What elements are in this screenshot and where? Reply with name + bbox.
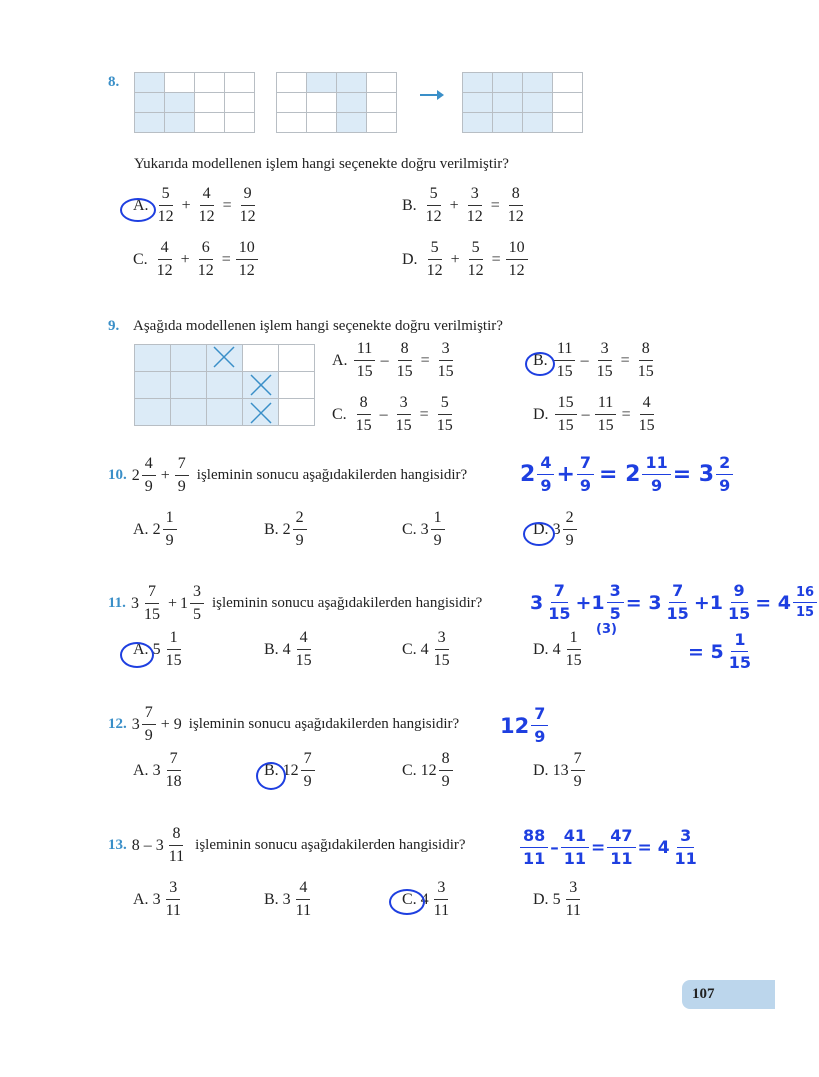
right-arrow-icon [420, 94, 442, 96]
selection-circle [120, 642, 154, 668]
selection-circle [525, 352, 555, 376]
q9-option-d[interactable]: D. $\frac{15}{15}$ – $\frac{11}{15}$ = $\frac{4}{15}$ [533, 394, 655, 434]
selection-circle [256, 762, 286, 790]
q13-option-b[interactable]: B. 3 $\frac{4}{11}$ [264, 879, 312, 919]
q9-option-b[interactable]: B. $\frac{11}{15}$ – $\frac{3}{15}$ = $\frac{8}{15}$ [533, 340, 654, 380]
q12-option-a[interactable]: A. 3 $\frac{7}{18}$ [133, 750, 182, 790]
q10-option-a[interactable]: A. 2 $\frac{1}{9}$ [133, 510, 179, 549]
handwriting-q12: 12 $\frac{7}{9}$ [500, 706, 550, 745]
page-number [682, 980, 775, 1009]
handwriting-q10: 2 $\frac{4}{9}$ + $\frac{7}{9}$ = 2 $\frac{11}{9}$ = 3 $\frac{2}{9}$ [520, 455, 735, 494]
option-label: A. [133, 196, 149, 214]
q11-stem: 11. 3 $\frac{7}{15}$ + 1 $\frac{3}{5}$ işleminin sonucu aşağıdakilerden hangisidir? [108, 583, 483, 623]
fraction: $\frac{9}{12}$ [239, 185, 256, 225]
q9-prompt: Aşağıda modellenen işlem hangi seçenekte doğru verilmiştir? [133, 318, 503, 334]
q8-model-result [462, 72, 583, 133]
handwriting-q11-line1: 3 $\frac{7}{15}$ +1 $\frac{3}{5}$ = 3 $\frac{7}{15}$ +1 $\frac{9}{15}$ = 4 $\frac{16}{15}$ [530, 583, 819, 622]
q11-option-a[interactable]: A. 5 $\frac{1}{15}$ [133, 629, 182, 669]
q10-option-d[interactable]: D. 3 $\frac{2}{9}$ [533, 510, 579, 549]
q13-option-d[interactable]: D. 5 $\frac{3}{11}$ [533, 879, 581, 919]
q8-option-b[interactable]: B. $\frac{5}{12}$ + $\frac{3}{12}$ = $\frac{8}{12}$ [402, 185, 524, 225]
q8-model-1 [134, 72, 255, 133]
handwriting-q11-multiplier: (3) [596, 622, 617, 637]
q13-stem: 13. 8 – 3 $\frac{8}{11}$ işleminin sonucu aşağıdakilerden hangisidir? [108, 825, 466, 865]
q8-number: 8. [108, 74, 120, 90]
q10-option-b[interactable]: B. 2 $\frac{2}{9}$ [264, 510, 309, 549]
q10-option-c[interactable]: C. 3 $\frac{1}{9}$ [402, 510, 447, 549]
q13-option-a[interactable]: A. 3 $\frac{3}{11}$ [133, 879, 181, 919]
q8-option-c[interactable]: C. $\frac{4}{12}$ + $\frac{6}{12}$ = $\frac{10}{12}$ [133, 240, 260, 279]
q8-option-d[interactable]: D. $\frac{5}{12}$ + $\frac{5}{12}$ = $\frac{10}{12}$ [402, 240, 530, 279]
selection-circle [389, 889, 425, 915]
q11-option-d[interactable]: D. 4 $\frac{1}{15}$ [533, 629, 582, 669]
page-number-text: 107 [692, 986, 715, 1002]
handwriting-q13: $\frac{88}{11}$ – $\frac{41}{11}$ = $\frac{47}{11}$ = 4 $\frac{3}{11}$ [518, 828, 702, 867]
fraction: $\frac{5}{12}$ [157, 185, 174, 225]
q11-option-b[interactable]: B. 4 $\frac{4}{15}$ [264, 629, 312, 669]
q11-option-c[interactable]: C. 4 $\frac{3}{15}$ [402, 629, 450, 669]
q10-stem: 10. 2 $\frac{4}{9}$ + $\frac{7}{9}$ işleminin sonucu aşağıdakilerden hangisidir? [108, 455, 468, 495]
q8-option-a[interactable]: A. $\frac{5}{12}$ + $\frac{4}{12}$ = $\frac{9}{12}$ [133, 186, 261, 225]
q9-option-a[interactable]: A. $\frac{11}{15}$ – $\frac{8}{15}$ = $\frac{3}{15}$ [332, 340, 454, 380]
q12-option-b[interactable]: B. 12 $\frac{7}{9}$ [264, 751, 317, 790]
q8-model-2 [276, 72, 397, 133]
q12-option-c[interactable]: C. 12 $\frac{8}{9}$ [402, 751, 455, 790]
q12-option-d[interactable]: D. 13 $\frac{7}{9}$ [533, 751, 587, 790]
q9-number: 9. [108, 318, 120, 334]
handwriting-q11-line2: = 5 $\frac{1}{15}$ [688, 630, 752, 672]
q13-option-c[interactable]: C. 4 $\frac{3}{11}$ [402, 879, 450, 919]
q9-cross-marks [134, 344, 314, 428]
selection-circle [120, 198, 156, 222]
q12-stem: 12. 3 $\frac{7}{9}$ + 9 işleminin sonucu aşağıdakilerden hangisidir? [108, 704, 460, 744]
selection-circle [523, 522, 555, 546]
q9-option-c[interactable]: C. $\frac{8}{15}$ – $\frac{3}{15}$ = $\frac{5}{15}$ [332, 394, 453, 434]
fraction: $\frac{4}{12}$ [198, 185, 215, 225]
q8-prompt: Yukarıda modellenen işlem hangi seçenekte doğru verilmiştir? [134, 156, 509, 172]
